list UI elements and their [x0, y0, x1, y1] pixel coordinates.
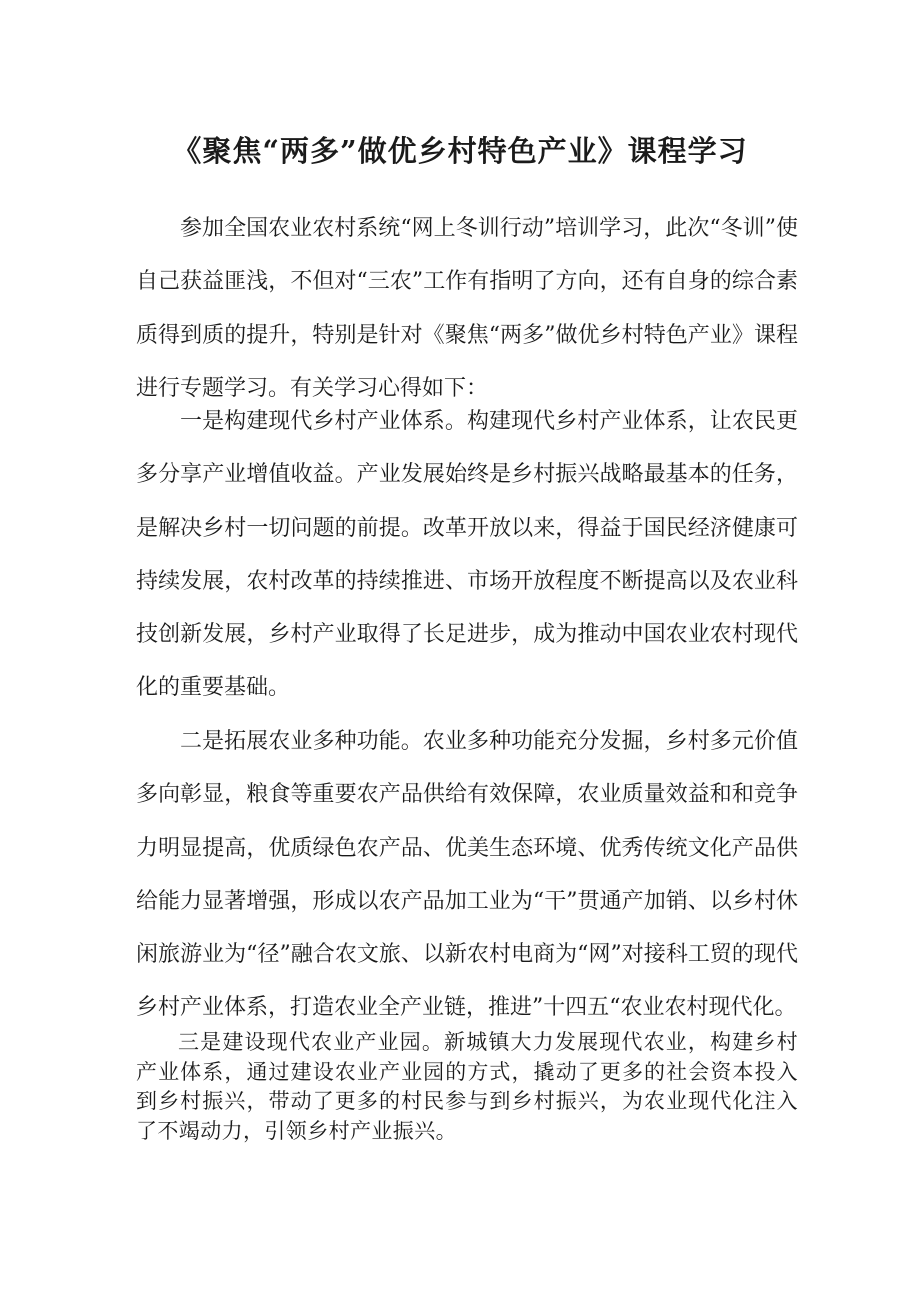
paragraph-intro: 参加全国农业农村系统“网上冬训行动”培训学习，此次“冬训”使自己获益匪浅，不但对“三农”工作有指明了方向，还有自身的综合素质得到质的提升，特别是针对《聚焦“两多”做优乡村特色产业》课程进行专题学习。有关学习心得如下： — [136, 216, 798, 401]
paragraph-point-one: 一是构建现代乡村产业体系。构建现代乡村产业体系，让农民更多分享产业增值收益。产业发展始终是乡村振兴战略最基本的任务，是解决乡村一切问题的前提。改革开放以来，得益于国民经济健康可持续发展，农村改革的持续推进、市场开放程度不断提高以及农业科技创新发展，乡村产业取得了长足进步，成为推动中国农业农村现代化的重要基础。 — [136, 409, 798, 701]
paragraph-point-three: 三是建设现代农业产业园。新城镇大力发展现代农业，构建乡村产业体系，通过建设农业产业园的方式，撬动了更多的社会资本投入到乡村振兴，带动了更多的村民参与到乡村振兴，为农业现代化注入了不竭动力，引领乡村产业振兴。 — [136, 1030, 798, 1143]
paragraph-point-two: 二是拓展农业多种功能。农业多种功能充分发掘，乡村多元价值多向彰显，粮食等重要农产品供给有效保障，农业质量效益和和竞争力明显提高，优质绿色农产品、优美生态环境、优秀传统文化产品供给能力显著增强，形成以农产品加工业为“干”贯通产加销、以乡村休闲旅游业为“径”融合农文旅、以新农村电商为“网”对接科工贸的现代乡村产业体系，打造农业全产业链，推进”十四五“农业农村现代化。 — [136, 729, 798, 1021]
document-title: 《聚焦“两多”做优乡村特色产业》课程学习 — [172, 134, 748, 169]
